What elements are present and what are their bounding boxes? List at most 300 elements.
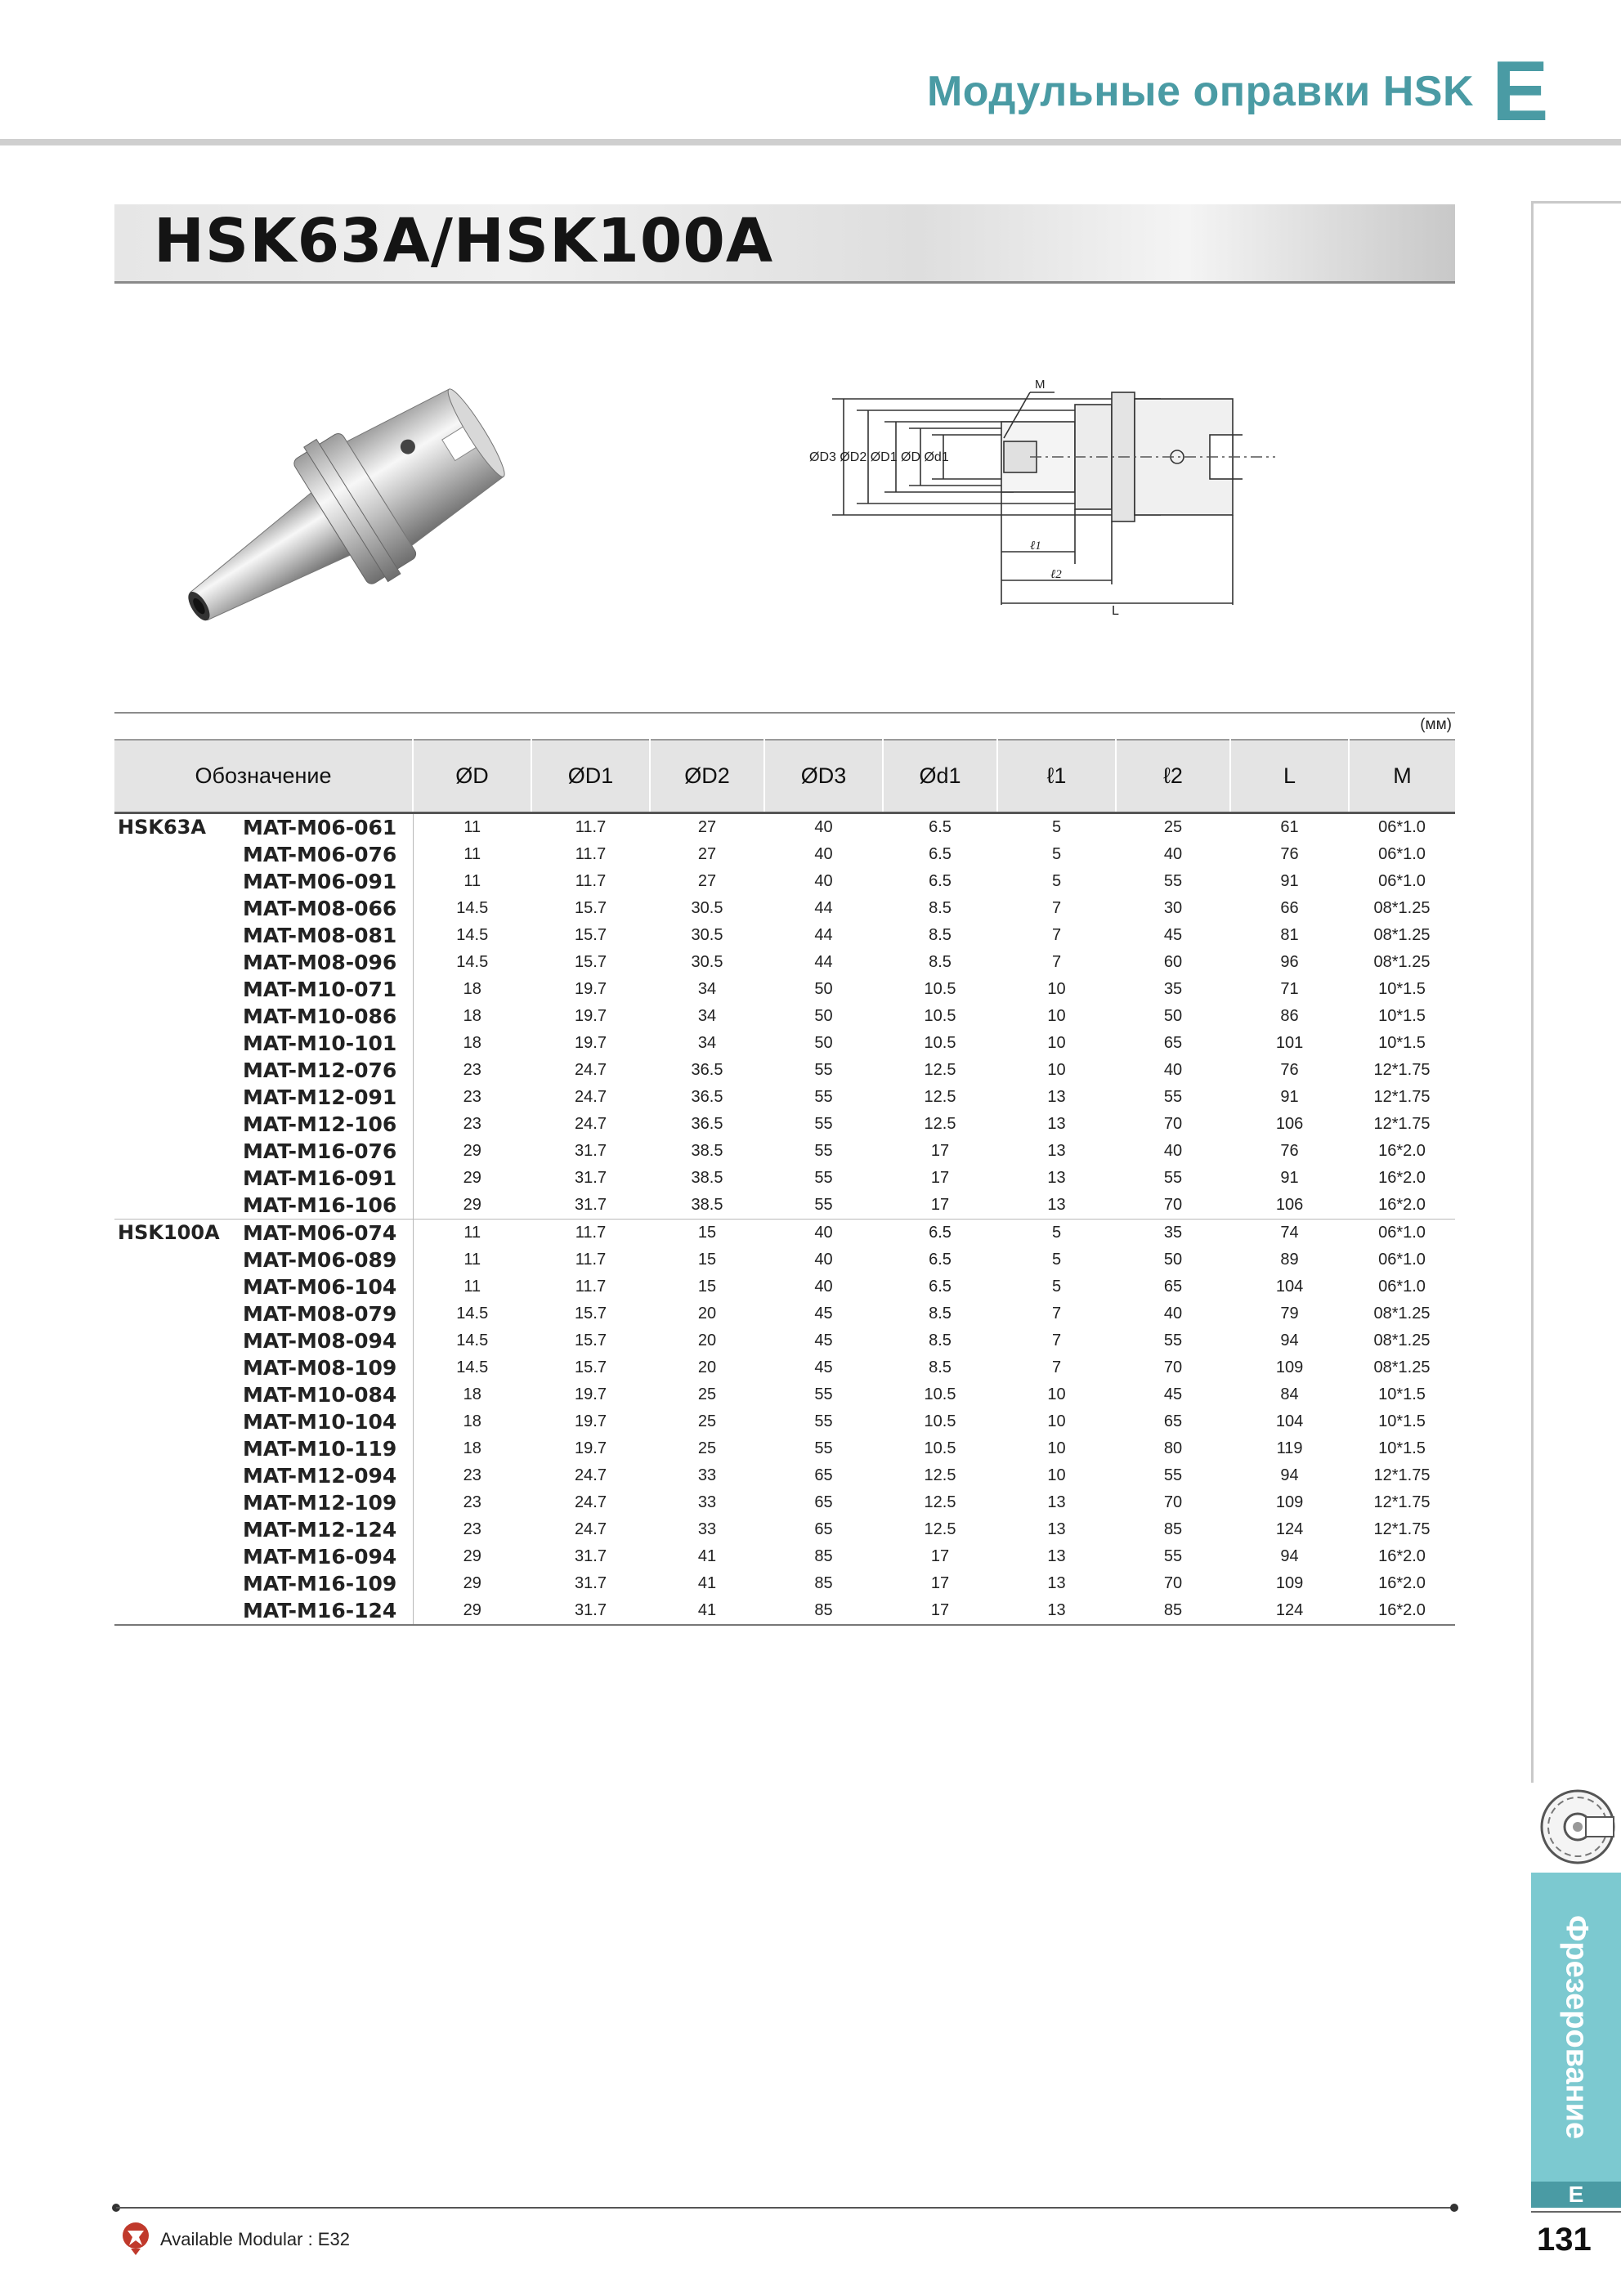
value-cell: 14.5 — [456, 1358, 489, 1376]
value-cell: 85 — [1116, 1597, 1230, 1625]
value-cell: 10 — [1047, 980, 1066, 998]
value-cell: 12*1.75 — [1373, 1088, 1431, 1106]
value-cell: 12*1.75 — [1373, 1115, 1431, 1133]
col-header-designation: Обозначение — [114, 740, 413, 813]
value-cell: 11.7 — [575, 1278, 607, 1296]
value-cell: 8.5 — [929, 926, 952, 944]
value-cell: 50 — [1163, 1251, 1183, 1269]
value-cell: 44 — [814, 899, 833, 917]
product-title: HSK63A/HSK100A — [154, 206, 774, 276]
value-cell: 55 — [1163, 1088, 1183, 1106]
value-cell: 31.7 — [575, 1196, 607, 1214]
side-frame-top — [1531, 201, 1621, 204]
value-cell: 76 — [1280, 1142, 1299, 1160]
value-cell: 10 — [1047, 1385, 1066, 1403]
value-cell: 7 — [1051, 899, 1062, 917]
value-cell: 15.7 — [575, 926, 607, 944]
value-cell: 12.5 — [924, 1088, 956, 1106]
value-cell: 12.5 — [924, 1493, 956, 1511]
value-cell: 55 — [1163, 1466, 1183, 1484]
value-cell: 101 — [1275, 1034, 1304, 1052]
series-cell — [114, 1408, 241, 1435]
value-cell: 89 — [1280, 1251, 1299, 1269]
designation-cell: MAT-M06-104 — [241, 1273, 413, 1300]
value-cell: 40 — [814, 872, 833, 890]
table-row — [114, 1030, 1455, 1057]
value-cell: 24.7 — [575, 1088, 607, 1106]
value-cell: 44 — [814, 953, 833, 971]
value-cell: 50 — [814, 980, 833, 998]
designation-cell: MAT-M10-101 — [241, 1030, 413, 1057]
value-cell: 45 — [814, 1332, 833, 1349]
value-cell: 6.5 — [929, 818, 952, 836]
table-row — [114, 1165, 1455, 1192]
series-cell — [114, 1111, 241, 1138]
value-cell: 06*1.0 — [1378, 845, 1426, 863]
value-cell: 40 — [814, 1278, 833, 1296]
value-cell: 27 — [697, 818, 717, 836]
value-cell: 55 — [814, 1169, 833, 1187]
designation-cell: MAT-M08-094 — [241, 1327, 413, 1354]
value-cell: 14.5 — [456, 926, 489, 944]
value-cell: 18 — [463, 1034, 481, 1052]
value-cell: 91 — [1280, 1088, 1299, 1106]
table-row — [114, 1354, 1455, 1381]
value-cell: 10.5 — [924, 1034, 956, 1052]
value-cell: 23 — [463, 1061, 481, 1079]
value-cell: 8.5 — [929, 1358, 952, 1376]
designation-cell: MAT-M08-109 — [241, 1354, 413, 1381]
value-cell: 18 — [463, 980, 481, 998]
value-cell: 13 — [1047, 1196, 1066, 1214]
value-cell: 06*1.0 — [1349, 1220, 1455, 1247]
value-cell: 25 — [697, 1385, 717, 1403]
value-cell: 34 — [697, 1007, 717, 1025]
value-cell: 10 — [1047, 1007, 1066, 1025]
value-cell: 76 — [1280, 845, 1299, 863]
designation-cell: MAT-M06-061 — [241, 813, 413, 842]
value-cell: 15 — [697, 1278, 717, 1296]
table-row — [114, 922, 1455, 949]
value-cell: 86 — [1280, 1007, 1299, 1025]
value-cell: 10.5 — [924, 1439, 956, 1457]
col-header-d3: ØD3 — [764, 740, 883, 813]
designation-cell: MAT-M08-081 — [241, 922, 413, 949]
value-cell: 15.7 — [575, 1305, 607, 1323]
table-row — [114, 1597, 1455, 1625]
table-row — [114, 868, 1455, 895]
value-cell: 11 — [463, 845, 481, 863]
value-cell: 31.7 — [575, 1547, 607, 1565]
table-row — [114, 1220, 1455, 1247]
table-row — [114, 1327, 1455, 1354]
table-row — [114, 976, 1455, 1003]
value-cell: 5 — [1051, 1251, 1062, 1269]
value-cell: 13 — [1047, 1520, 1066, 1538]
value-cell: 106 — [1275, 1196, 1304, 1214]
label-m: M — [1035, 378, 1046, 392]
series-cell — [114, 1489, 241, 1516]
value-cell: 19.7 — [575, 980, 607, 998]
value-cell: 70 — [1163, 1574, 1183, 1592]
value-cell: 31.7 — [575, 1142, 607, 1160]
value-cell: 40 — [1163, 1061, 1183, 1079]
value-cell: 85 — [1163, 1520, 1183, 1538]
value-cell: 24.7 — [575, 1520, 607, 1538]
value-cell: 11 — [463, 1278, 481, 1296]
value-cell: 18 — [463, 1412, 481, 1430]
value-cell: 6.5 — [929, 1251, 952, 1269]
col-header-l2: ℓ2 — [1116, 740, 1230, 813]
value-cell: 109 — [1275, 1493, 1304, 1511]
value-cell: 17 — [930, 1574, 950, 1592]
designation-cell: MAT-M06-091 — [241, 868, 413, 895]
value-cell: 13 — [1047, 1574, 1066, 1592]
designation-cell: MAT-M08-079 — [241, 1300, 413, 1327]
value-cell: 08*1.25 — [1373, 1358, 1431, 1376]
value-cell: 65 — [814, 1493, 833, 1511]
value-cell: 10*1.5 — [1378, 1412, 1426, 1430]
value-cell: 11.7 — [575, 872, 607, 890]
value-cell: 20 — [697, 1332, 717, 1349]
col-header-d: ØD — [413, 740, 531, 813]
value-cell: 08*1.25 — [1373, 953, 1431, 971]
designation-cell: MAT-M12-124 — [241, 1516, 413, 1543]
value-cell: 23 — [463, 1088, 481, 1106]
value-cell: 55 — [814, 1061, 833, 1079]
value-cell: 60 — [1163, 953, 1183, 971]
value-cell: 50 — [814, 1034, 833, 1052]
value-cell: 10.5 — [924, 1385, 956, 1403]
milling-cutter-icon — [1537, 1786, 1619, 1868]
value-cell: 5 — [1051, 845, 1062, 863]
value-cell: 45 — [1163, 1385, 1183, 1403]
value-cell: 06*1.0 — [1378, 1251, 1426, 1269]
value-cell: 6.5 — [929, 872, 952, 890]
value-cell: 41 — [697, 1574, 717, 1592]
value-cell: 85 — [764, 1597, 883, 1625]
value-cell: 38.5 — [691, 1142, 723, 1160]
series-cell — [114, 922, 241, 949]
value-cell: 16*2.0 — [1349, 1597, 1455, 1625]
table-row — [114, 1570, 1455, 1597]
value-cell: 5 — [997, 1220, 1116, 1247]
value-cell: 5 — [1051, 818, 1062, 836]
table-row — [114, 1246, 1455, 1273]
value-cell: 40 — [764, 1220, 883, 1247]
value-cell: 94 — [1280, 1332, 1299, 1349]
value-cell: 10.5 — [924, 980, 956, 998]
value-cell: 12.5 — [924, 1520, 956, 1538]
designation-cell: MAT-M10-071 — [241, 976, 413, 1003]
table-row — [114, 1408, 1455, 1435]
value-cell: 35 — [1163, 980, 1183, 998]
value-cell: 23 — [463, 1493, 481, 1511]
designation-cell: MAT-M10-104 — [241, 1408, 413, 1435]
value-cell: 24.7 — [575, 1493, 607, 1511]
series-cell: HSK100A — [114, 1220, 241, 1247]
value-cell: 10.5 — [924, 1412, 956, 1430]
value-cell: 10*1.5 — [1378, 1007, 1426, 1025]
designation-cell: MAT-M12-106 — [241, 1111, 413, 1138]
value-cell: 30 — [1163, 899, 1183, 917]
table-row — [114, 1273, 1455, 1300]
value-cell: 14.5 — [456, 953, 489, 971]
designation-cell: MAT-M16-106 — [241, 1192, 413, 1220]
footer-reference: Available Modular : E32 — [160, 2229, 350, 2249]
value-cell: 08*1.25 — [1373, 1305, 1431, 1323]
value-cell: 45 — [814, 1358, 833, 1376]
series-cell — [114, 1516, 241, 1543]
value-cell: 38.5 — [691, 1196, 723, 1214]
value-cell: 12.5 — [924, 1466, 956, 1484]
table-row — [114, 895, 1455, 922]
value-cell: 14.5 — [456, 1305, 489, 1323]
value-cell: 06*1.0 — [1378, 1278, 1426, 1296]
value-cell: 10*1.5 — [1378, 1385, 1426, 1403]
value-cell: 65 — [814, 1520, 833, 1538]
value-cell: 10 — [1047, 1061, 1066, 1079]
value-cell: 18 — [463, 1007, 481, 1025]
value-cell: 7 — [1051, 926, 1062, 944]
value-cell: 6.5 — [883, 1220, 997, 1247]
designation-cell: MAT-M10-086 — [241, 1003, 413, 1030]
value-cell: 50 — [1163, 1007, 1183, 1025]
value-cell: 7 — [1051, 1305, 1062, 1323]
value-cell: 70 — [1163, 1115, 1183, 1133]
series-cell — [114, 1165, 241, 1192]
value-cell: 6.5 — [929, 845, 952, 863]
table-row — [114, 1300, 1455, 1327]
series-cell — [114, 1030, 241, 1057]
series-cell — [114, 841, 241, 868]
value-cell: 11 — [413, 1220, 531, 1247]
value-cell: 91 — [1280, 872, 1299, 890]
label-diameters: ØD3 ØD2 ØD1 ØD Ød1 — [809, 450, 949, 464]
value-cell: 34 — [697, 980, 717, 998]
value-cell: 31.7 — [575, 1169, 607, 1187]
value-cell: 34 — [697, 1034, 717, 1052]
value-cell: 85 — [814, 1547, 833, 1565]
value-cell: 14.5 — [456, 1332, 489, 1349]
value-cell: 17 — [930, 1169, 950, 1187]
value-cell: 10 — [1047, 1412, 1066, 1430]
page-number: 131 — [1537, 2222, 1592, 2258]
series-cell — [114, 1057, 241, 1084]
value-cell: 13 — [1047, 1493, 1066, 1511]
value-cell: 12*1.75 — [1373, 1466, 1431, 1484]
footer-divider — [116, 2207, 1453, 2209]
series-cell: HSK63A — [118, 816, 206, 839]
value-cell: 65 — [1163, 1412, 1183, 1430]
value-cell: 109 — [1275, 1358, 1304, 1376]
value-cell: 19.7 — [575, 1034, 607, 1052]
label-l2: ℓ2 — [1050, 568, 1062, 581]
value-cell: 11 — [463, 818, 481, 836]
table-row — [114, 1084, 1455, 1111]
value-cell: 06*1.0 — [1378, 818, 1426, 836]
value-cell: 104 — [1275, 1412, 1304, 1430]
value-cell: 124 — [1230, 1597, 1349, 1625]
table-row — [114, 813, 1455, 842]
title-banner-underline — [114, 281, 1455, 284]
value-cell: 24.7 — [575, 1466, 607, 1484]
series-cell — [114, 1138, 241, 1165]
value-cell: 50 — [814, 1007, 833, 1025]
value-cell: 8.5 — [929, 1332, 952, 1349]
value-cell: 74 — [1230, 1220, 1349, 1247]
series-cell — [114, 895, 241, 922]
value-cell: 36.5 — [691, 1061, 723, 1079]
value-cell: 29 — [463, 1142, 481, 1160]
value-cell: 8.5 — [929, 953, 952, 971]
product-photo — [139, 351, 564, 670]
value-cell: 27 — [697, 872, 717, 890]
section-letter: E — [1492, 44, 1549, 139]
value-cell: 19.7 — [575, 1412, 607, 1430]
value-cell: 33 — [697, 1466, 717, 1484]
designation-cell: MAT-M16-094 — [241, 1543, 413, 1570]
value-cell: 65 — [1163, 1034, 1183, 1052]
value-cell: 35 — [1116, 1220, 1230, 1247]
table-row — [114, 1543, 1455, 1570]
value-cell: 11 — [463, 872, 481, 890]
value-cell: 12*1.75 — [1373, 1493, 1431, 1511]
designation-cell: MAT-M08-066 — [241, 895, 413, 922]
label-l: L — [1112, 604, 1119, 618]
series-cell — [114, 1003, 241, 1030]
value-cell: 45 — [814, 1305, 833, 1323]
value-cell: 29 — [463, 1574, 481, 1592]
section-title: Модульные оправки HSK — [926, 68, 1474, 115]
value-cell: 27 — [697, 845, 717, 863]
table-row — [114, 1462, 1455, 1489]
value-cell: 7 — [1051, 953, 1062, 971]
value-cell: 40 — [1163, 1142, 1183, 1160]
value-cell: 44 — [814, 926, 833, 944]
value-cell: 30.5 — [691, 899, 723, 917]
designation-cell: MAT-M06-089 — [241, 1246, 413, 1273]
value-cell: 15.7 — [575, 899, 607, 917]
designation-cell: MAT-M10-119 — [241, 1435, 413, 1462]
value-cell: 19.7 — [575, 1385, 607, 1403]
series-cell — [114, 1543, 241, 1570]
col-header-d1: ØD1 — [531, 740, 650, 813]
value-cell: 65 — [1163, 1278, 1183, 1296]
value-cell: 11.7 — [575, 818, 607, 836]
col-header-small-d1: Ød1 — [883, 740, 997, 813]
value-cell: 55 — [814, 1088, 833, 1106]
value-cell: 41 — [650, 1597, 764, 1625]
value-cell: 45 — [1163, 926, 1183, 944]
table-row — [114, 949, 1455, 976]
value-cell: 124 — [1275, 1520, 1304, 1538]
series-cell — [114, 1084, 241, 1111]
value-cell: 31.7 — [531, 1597, 650, 1625]
value-cell: 7 — [1051, 1332, 1062, 1349]
table-row — [114, 1381, 1455, 1408]
value-cell: 13 — [997, 1597, 1116, 1625]
value-cell: 25 — [697, 1439, 717, 1457]
value-cell: 36.5 — [691, 1088, 723, 1106]
value-cell: 85 — [814, 1574, 833, 1592]
designation-cell: MAT-M16-091 — [241, 1165, 413, 1192]
value-cell: 8.5 — [929, 1305, 952, 1323]
series-cell — [114, 1381, 241, 1408]
series-cell — [114, 949, 241, 976]
value-cell: 55 — [814, 1412, 833, 1430]
value-cell: 55 — [814, 1439, 833, 1457]
value-cell: 20 — [697, 1305, 717, 1323]
units-label: (мм) — [1420, 716, 1452, 733]
value-cell: 16*2.0 — [1378, 1574, 1426, 1592]
value-cell: 84 — [1280, 1385, 1299, 1403]
value-cell: 6.5 — [929, 1278, 952, 1296]
value-cell: 17 — [883, 1597, 997, 1625]
table-row — [114, 1003, 1455, 1030]
value-cell: 31.7 — [575, 1574, 607, 1592]
value-cell: 91 — [1280, 1169, 1299, 1187]
series-cell — [114, 1246, 241, 1273]
value-cell: 12*1.75 — [1373, 1520, 1431, 1538]
value-cell: 33 — [697, 1493, 717, 1511]
label-l1: ℓ1 — [1030, 539, 1041, 553]
table-row — [114, 841, 1455, 868]
value-cell: 10*1.5 — [1378, 1439, 1426, 1457]
value-cell: 13 — [1047, 1115, 1066, 1133]
series-cell — [114, 868, 241, 895]
value-cell: 18 — [463, 1385, 481, 1403]
value-cell: 20 — [697, 1358, 717, 1376]
value-cell: 94 — [1280, 1547, 1299, 1565]
value-cell: 12.5 — [924, 1115, 956, 1133]
value-cell: 13 — [1047, 1088, 1066, 1106]
value-cell: 70 — [1163, 1196, 1183, 1214]
value-cell: 11 — [463, 1251, 481, 1269]
value-cell: 10 — [1047, 1439, 1066, 1457]
value-cell: 55 — [1163, 872, 1183, 890]
value-cell: 16*2.0 — [1378, 1142, 1426, 1160]
value-cell: 23 — [463, 1466, 481, 1484]
value-cell: 17 — [930, 1142, 950, 1160]
value-cell: 13 — [1047, 1547, 1066, 1565]
designation-cell: MAT-M10-084 — [241, 1381, 413, 1408]
value-cell: 96 — [1280, 953, 1299, 971]
value-cell: 55 — [814, 1385, 833, 1403]
value-cell: 38.5 — [691, 1169, 723, 1187]
value-cell: 12.5 — [924, 1061, 956, 1079]
value-cell: 55 — [814, 1142, 833, 1160]
side-frame-line — [1531, 201, 1534, 1783]
value-cell: 40 — [814, 818, 833, 836]
table-row — [114, 1435, 1455, 1462]
value-cell: 23 — [463, 1115, 481, 1133]
value-cell: 15.7 — [575, 953, 607, 971]
value-cell: 10*1.5 — [1378, 980, 1426, 998]
value-cell: 14.5 — [456, 899, 489, 917]
footer-dot-right — [1450, 2204, 1458, 2212]
table-row — [114, 1192, 1455, 1220]
page-number-rule — [1531, 2211, 1621, 2213]
value-cell: 11.7 — [575, 845, 607, 863]
value-cell: 10*1.5 — [1378, 1034, 1426, 1052]
table-top-rule — [114, 712, 1455, 714]
value-cell: 5 — [1051, 1278, 1062, 1296]
series-cell — [114, 1462, 241, 1489]
table-row — [114, 1516, 1455, 1543]
value-cell: 16*2.0 — [1378, 1196, 1426, 1214]
value-cell: 76 — [1280, 1061, 1299, 1079]
